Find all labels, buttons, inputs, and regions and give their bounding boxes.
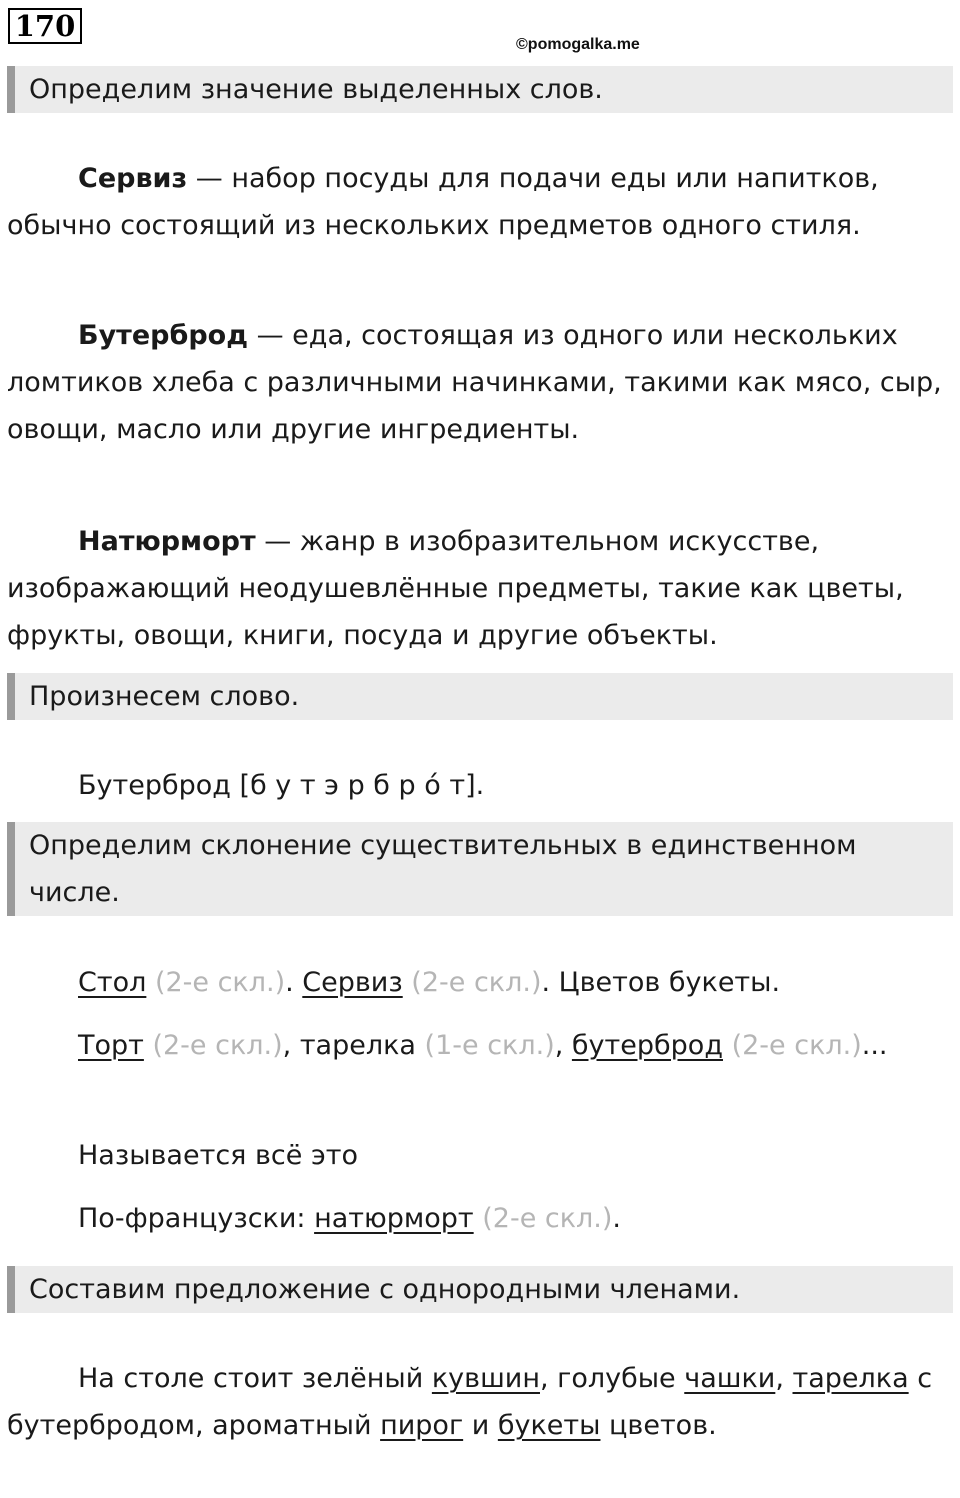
task-number: 170	[8, 8, 82, 44]
section-header-declension: Определим склонение существительных в единственном числе.	[7, 822, 953, 916]
definition-servis: Сервиз — набор посуды для подачи еды или напитков, обычно состоящий из нескольких предметов одного стиля.	[7, 163, 879, 241]
section-header-sentence: Составим предложение с однородными членами.	[7, 1266, 953, 1313]
term-servis: Сервиз	[78, 163, 188, 194]
section-header-pronounce: Произнесем слово.	[7, 673, 953, 720]
transcription: Бутерброд [б у т э р б р о́ т].	[78, 770, 485, 801]
poem-line-4: По-французски: натюрморт (2-е скл.).	[78, 1203, 622, 1234]
poem-line-1: Стол (2-е скл.). Сервиз (2-е скл.). Цветов букеты.	[78, 967, 781, 998]
poem-line-3: Называется всё это	[78, 1140, 359, 1171]
poem-line-2: Торт (2-е скл.), тарелка (1-е скл.), бутерброд (2-е скл.)...	[78, 1030, 888, 1061]
source-watermark: ©pomogalka.me	[516, 36, 640, 53]
definition-natyurmort: Натюрморт — жанр в изобразительном искусстве, изображающий неодушевлённые предметы, такие как цветы, фрукты, овощи, книги, посуда и другие объекты.	[7, 526, 904, 651]
section-header-meanings: Определим значение выделенных слов.	[7, 66, 953, 113]
term-natyurmort: Натюрморт	[78, 526, 256, 557]
example-sentence: На столе стоит зелёный кувшин, голубые чашки, тарелка с бутербродом, ароматный пирог и букеты цветов.	[7, 1363, 933, 1441]
term-buterbrod: Бутерброд	[78, 320, 249, 351]
definition-buterbrod: Бутерброд — еда, состоящая из одного или нескольких ломтиков хлеба с различными начинками, такими как мясо, сыр, овощи, масло или другие ингредиенты.	[7, 320, 942, 445]
